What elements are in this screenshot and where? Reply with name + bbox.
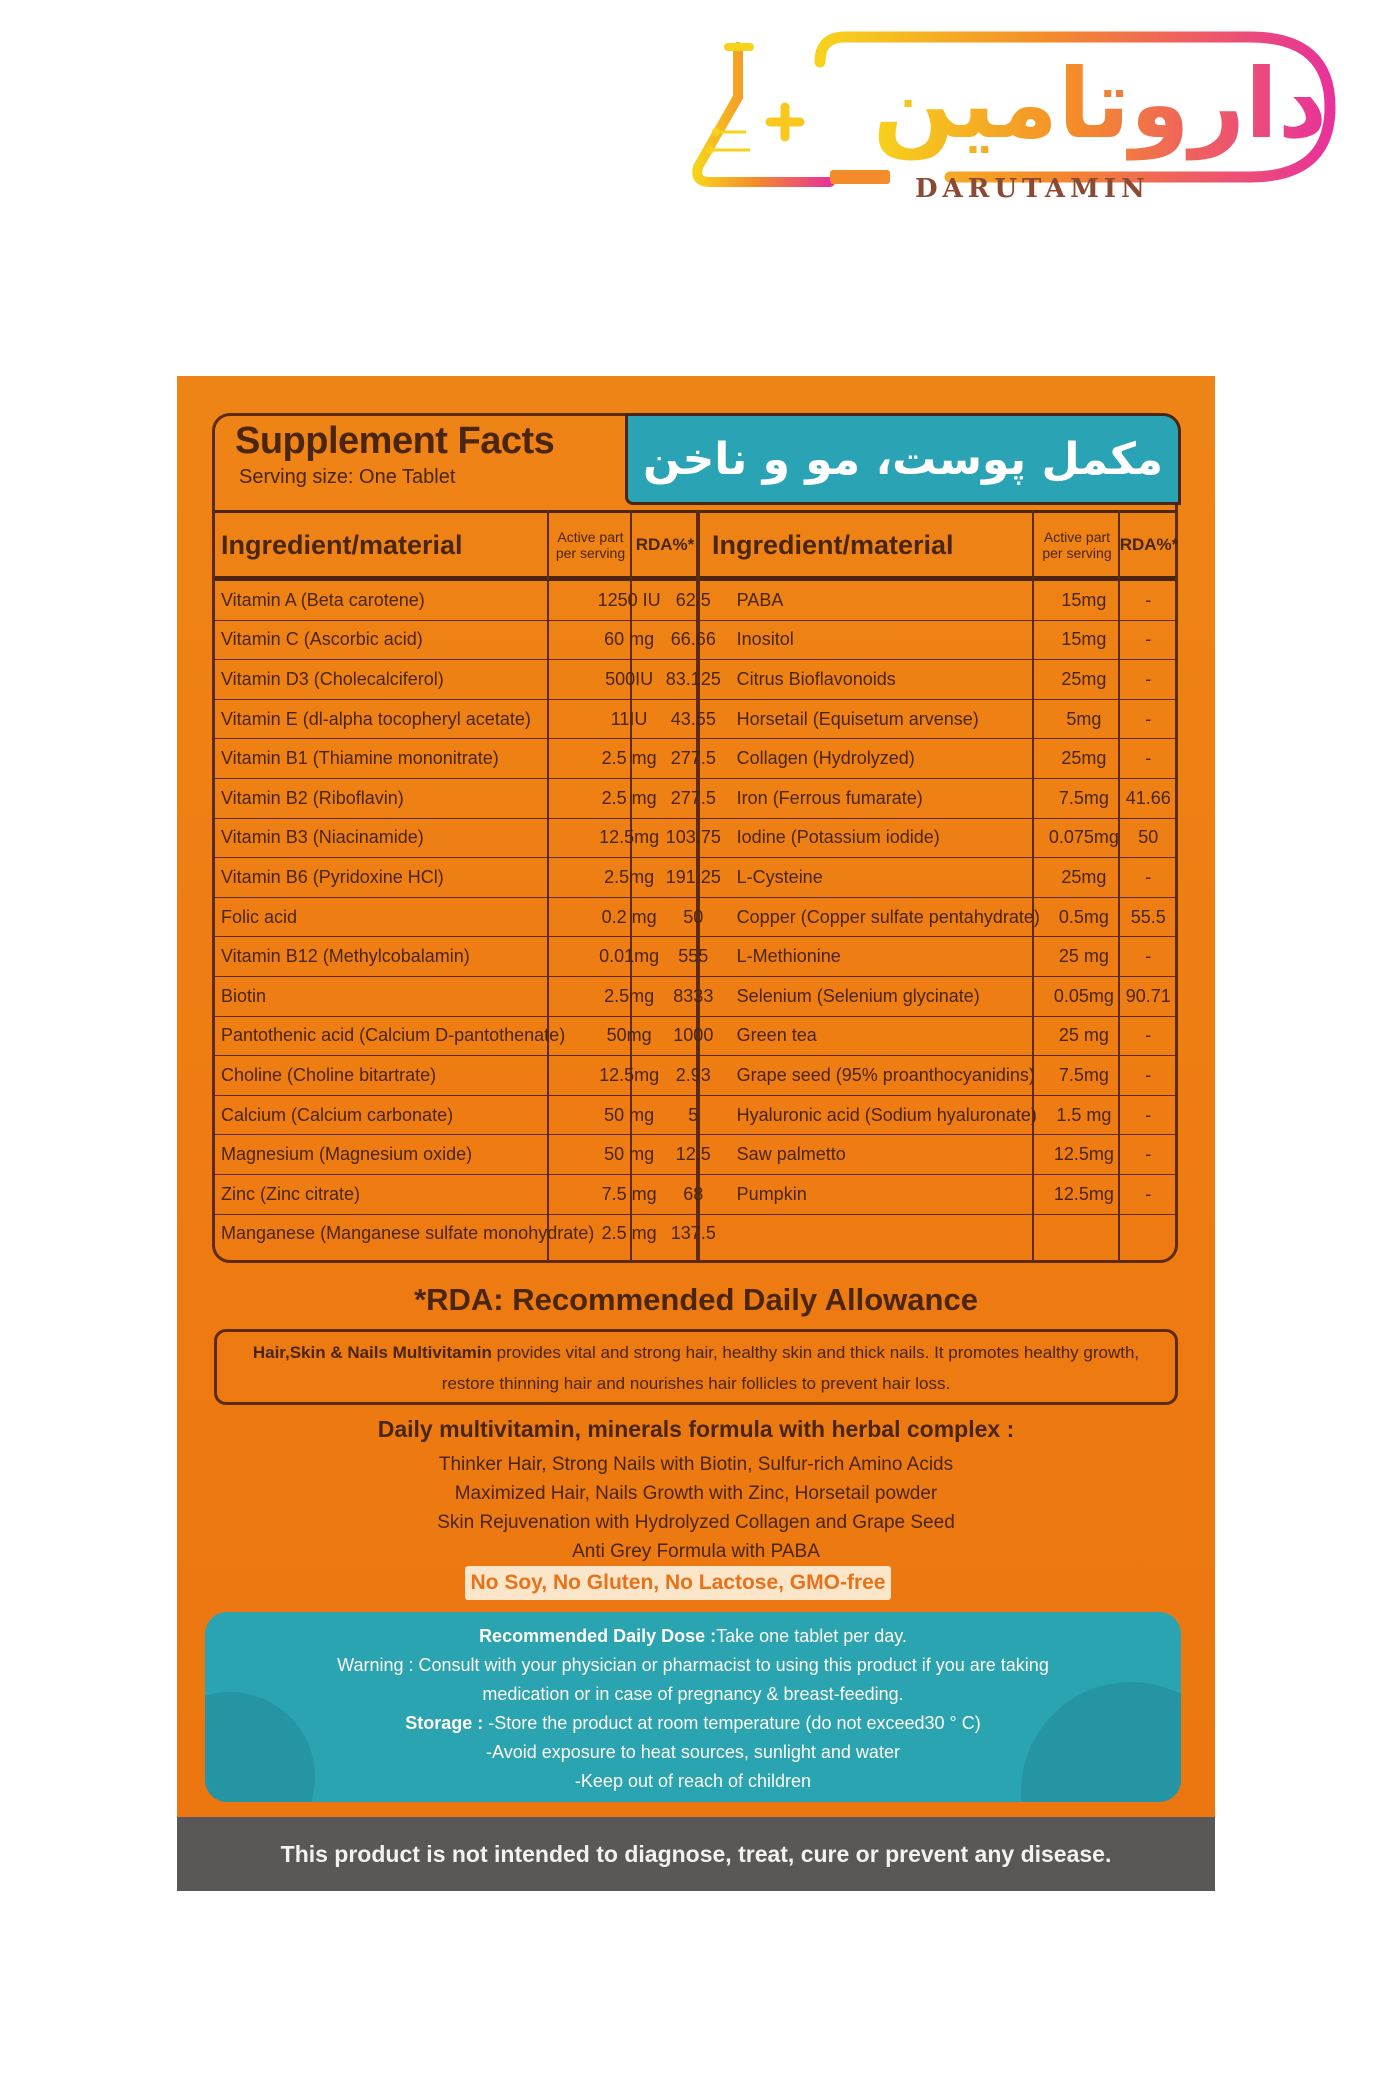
cell-ingredient: Horsetail (Equisetum arvense) bbox=[723, 699, 1046, 739]
table-row bbox=[215, 739, 1175, 779]
warning-line2: medication or in case of pregnancy & breast-feeding. bbox=[482, 1684, 904, 1704]
cell-ingredient: Vitamin B1 (Thiamine mononitrate) bbox=[215, 739, 594, 779]
cell-ingredient: Vitamin C (Ascorbic acid) bbox=[215, 620, 594, 660]
table-row bbox=[215, 1016, 1175, 1056]
cell-ingredient: Selenium (Selenium glycinate) bbox=[723, 976, 1046, 1016]
cell-amount: 2.5mg bbox=[594, 858, 664, 898]
cell-rda: 41.66 bbox=[1122, 778, 1175, 818]
cell-ingredient: Inositol bbox=[723, 620, 1046, 660]
cell-rda: - bbox=[1122, 1056, 1175, 1096]
formula-heading: Daily multivitamin, minerals formula with herbal complex : bbox=[377, 1416, 1015, 1442]
cell-ingredient: Collagen (Hydrolyzed) bbox=[723, 739, 1046, 779]
cell-ingredient: Vitamin B2 (Riboflavin) bbox=[215, 778, 594, 818]
table-row bbox=[215, 581, 1175, 620]
cell-amount: 12.5mg bbox=[1046, 1135, 1121, 1175]
cell-rda: 555 bbox=[664, 937, 723, 977]
cell-rda: - bbox=[1122, 620, 1175, 660]
description-line1: provides vital and strong hair, healthy skin and thick nails. It promotes healthy growth, bbox=[491, 1343, 1140, 1362]
cell-amount: 1.5 mg bbox=[1046, 1095, 1121, 1135]
table-row bbox=[215, 976, 1175, 1016]
product-description bbox=[214, 1329, 1178, 1405]
cell-ingredient: Copper (Copper sulfate pentahydrate) bbox=[723, 897, 1046, 937]
cell-amount: 2.5 mg bbox=[601, 1223, 657, 1244]
benefit-item: Anti Grey Formula with PABA bbox=[572, 1541, 820, 1562]
cell-amount: 7.5mg bbox=[1046, 1056, 1121, 1096]
rda-header-right: RDA%* bbox=[1119, 535, 1179, 554]
cell-ingredient: L-Cysteine bbox=[723, 858, 1046, 898]
table-row bbox=[215, 778, 1175, 818]
cell-ingredient: Pantothenic acid (Calcium D-pantothenate) bbox=[215, 1016, 594, 1056]
cell-rda: - bbox=[1122, 858, 1175, 898]
cell-ingredient bbox=[723, 1214, 1046, 1253]
table-row bbox=[215, 620, 1175, 660]
cell-amount: 15mg bbox=[1046, 581, 1121, 620]
cell-amount: 500IU bbox=[594, 660, 664, 700]
storage-line3: -Keep out of reach of children bbox=[574, 1771, 812, 1791]
cell-rda: 2.93 bbox=[664, 1056, 723, 1096]
cell-rda: - bbox=[1122, 1095, 1175, 1135]
table-row bbox=[215, 1214, 1175, 1253]
cell-rda: 12.5 bbox=[664, 1135, 723, 1175]
cell-ingredient: Magnesium (Magnesium oxide) bbox=[215, 1135, 594, 1175]
cell-ingredient: Calcium (Calcium carbonate) bbox=[215, 1095, 594, 1135]
cell-ingredient: L-Methionine bbox=[723, 937, 1046, 977]
storage-label: Storage : bbox=[405, 1713, 484, 1733]
cell-ingredient: Zinc (Zinc citrate) bbox=[215, 1174, 594, 1214]
cell-amount: 15mg bbox=[1046, 620, 1121, 660]
disclaimer-bar: This product is not intended to diagnose, treat, cure or prevent any disease. bbox=[177, 1817, 1215, 1891]
cell-ingredient: Folic acid bbox=[215, 897, 594, 937]
cell-rda: - bbox=[1122, 1016, 1175, 1056]
cell-amount: 7.5mg bbox=[1046, 778, 1121, 818]
cell-rda: - bbox=[1122, 699, 1175, 739]
cell-rda: - bbox=[1122, 739, 1175, 779]
dose-text: Take one tablet per day. bbox=[716, 1626, 907, 1646]
cell-amount: 25mg bbox=[1046, 660, 1121, 700]
cell-amount: 60 mg bbox=[594, 620, 664, 660]
cell-ingredient: Choline (Choline bitartrate) bbox=[215, 1056, 594, 1096]
cell-rda: 5 bbox=[664, 1095, 723, 1135]
cell-rda: - bbox=[1122, 660, 1175, 700]
cell-ingredient: Vitamin E (dl-alpha tocopheryl acetate) bbox=[215, 699, 594, 739]
cell-amount: 25 mg bbox=[1046, 1016, 1121, 1056]
dose-label: Recommended Daily Dose : bbox=[479, 1626, 717, 1646]
benefit-item: Thinker Hair, Strong Nails with Biotin, Sulfur-rich Amino Acids bbox=[438, 1454, 954, 1475]
table-row bbox=[215, 1174, 1175, 1214]
description-line2: restore thinning hair and nourishes hair follicles to prevent hair loss. bbox=[441, 1374, 951, 1393]
cell-amount: 25mg bbox=[1046, 739, 1121, 779]
cell-rda: 191.25 bbox=[664, 858, 723, 898]
cell-rda: - bbox=[1122, 581, 1175, 620]
dosage-panel bbox=[205, 1612, 1181, 1802]
table-row bbox=[215, 858, 1175, 898]
cell-ingredient: Hyaluronic acid (Sodium hyaluronate) bbox=[723, 1095, 1046, 1135]
cell-ingredient: Iron (Ferrous fumarate) bbox=[723, 778, 1046, 818]
serving-size: Serving size: One Tablet bbox=[239, 466, 456, 488]
cell-rda: 83.125 bbox=[664, 660, 723, 700]
cell-amount: 50 mg bbox=[594, 1135, 664, 1175]
table-row bbox=[215, 1056, 1175, 1096]
cell-ingredient: Biotin bbox=[215, 976, 594, 1016]
cell-rda: 1000 bbox=[664, 1016, 723, 1056]
darutamin-logo bbox=[690, 22, 1350, 207]
cell-amount: 50mg bbox=[594, 1016, 664, 1056]
cell-rda: 8333 bbox=[664, 976, 723, 1016]
cell-rda: 68 bbox=[664, 1174, 723, 1214]
cell-rda: 90.71 bbox=[1122, 976, 1175, 1016]
cell-rda: - bbox=[1122, 937, 1175, 977]
description-bold: Hair,Skin & Nails Multivitamin bbox=[252, 1343, 492, 1362]
cell-rda: - bbox=[1122, 1174, 1175, 1214]
cell-amount: 0.01mg bbox=[594, 937, 664, 977]
cell-rda: 55.5 bbox=[1122, 897, 1175, 937]
cell-ingredient: Vitamin B6 (Pyridoxine HCl) bbox=[215, 858, 594, 898]
warning-line1: Warning : Consult with your physician or pharmacist to using this product if you are taking bbox=[337, 1655, 1049, 1675]
cell-rda: 277.5 bbox=[664, 739, 723, 779]
cell-ingredient: Vitamin B3 (Niacinamide) bbox=[215, 818, 594, 858]
logo-latin-text: DARUTAMIN bbox=[915, 174, 1150, 204]
table-row bbox=[215, 818, 1175, 858]
cell-rda: 277.5 bbox=[664, 778, 723, 818]
product-box-panel bbox=[177, 376, 1215, 1891]
cell-ingredient: Vitamin B12 (Methylcobalamin) bbox=[215, 937, 594, 977]
table-row bbox=[215, 1135, 1175, 1175]
cell-rda: 66.66 bbox=[664, 620, 723, 660]
cell-ingredient: Iodine (Potassium iodide) bbox=[723, 818, 1046, 858]
rda-header-left: RDA%* bbox=[635, 535, 695, 554]
cell-rda: 50 bbox=[664, 897, 723, 937]
facts-title: Supplement Facts bbox=[235, 420, 555, 462]
cell-rda: 43.55 bbox=[664, 699, 723, 739]
cell-amount: 2.5 mg bbox=[594, 739, 664, 779]
cell-rda: - bbox=[1122, 1135, 1175, 1175]
cell-amount: 12.5mg bbox=[1046, 1174, 1121, 1214]
cell-amount: 0.075mg bbox=[1046, 818, 1121, 858]
cell-ingredient: Pumpkin bbox=[723, 1174, 1046, 1214]
dose-line bbox=[205, 1622, 1181, 1651]
cell-amount: 0.2 mg bbox=[594, 897, 664, 937]
cell-ingredient: Vitamin D3 (Cholecalciferol) bbox=[215, 660, 594, 700]
benefit-item: Skin Rejuvenation with Hydrolyzed Collagen and Grape Seed bbox=[437, 1512, 955, 1533]
benefit-item: Maximized Hair, Nails Growth with Zinc, Horsetail powder bbox=[454, 1483, 938, 1504]
active-header-right: Active part per serving bbox=[1042, 529, 1112, 561]
allergen-free-badge: No Soy, No Gluten, No Lactose, GMO-free bbox=[465, 1566, 891, 1600]
cell-rda: 50 bbox=[1122, 818, 1175, 858]
table-row bbox=[215, 1095, 1175, 1135]
cell-amount: 11IU bbox=[594, 699, 664, 739]
cell-ingredient: PABA bbox=[723, 581, 1046, 620]
storage-line1: Storage : -Store the product at room temperature (do not exceed30 ° C) bbox=[405, 1713, 981, 1733]
cell-amount: 50 mg bbox=[594, 1095, 664, 1135]
ingredient-header-left: Ingredient/material bbox=[221, 529, 463, 560]
svg-text:داروتامین: داروتامین bbox=[872, 48, 1328, 160]
storage-line2: -Avoid exposure to heat sources, sunlight and water bbox=[486, 1742, 900, 1762]
warning-label: Warning : bbox=[337, 1655, 414, 1675]
cell-ingredient: Grape seed (95% proanthocyanidins) bbox=[723, 1056, 1046, 1096]
cell-ingredient: Saw palmetto bbox=[723, 1135, 1046, 1175]
cell-amount: 25 mg bbox=[1046, 937, 1121, 977]
cell-rda: 62.5 bbox=[664, 581, 723, 620]
benefits-list bbox=[177, 1450, 1215, 1566]
cell-amount: 2.5mg bbox=[594, 976, 664, 1016]
supplement-facts-table bbox=[212, 413, 1178, 1263]
cell-amount: 2.5 mg bbox=[594, 778, 664, 818]
cell-ingredient: Vitamin A (Beta carotene) bbox=[215, 581, 594, 620]
cell-rda: 137.5 bbox=[670, 1223, 716, 1244]
table-row bbox=[215, 660, 1175, 700]
table-row bbox=[215, 897, 1175, 937]
cell-rda bbox=[1122, 1214, 1175, 1253]
cell-ingredient: Green tea bbox=[723, 1016, 1046, 1056]
cell-amount: 12.5mg bbox=[594, 818, 664, 858]
cell-amount: 5mg bbox=[1046, 699, 1121, 739]
cell-amount: 0.05mg bbox=[1046, 976, 1121, 1016]
cell-amount bbox=[1046, 1214, 1121, 1253]
ingredient-header-right: Ingredient/material bbox=[712, 529, 954, 560]
header-divider bbox=[215, 510, 1175, 513]
cell-ingredient: Manganese (Manganese sulfate monohydrate) bbox=[221, 1223, 595, 1244]
cell-rda: 103.75 bbox=[664, 818, 723, 858]
cell-amount: 1250 IU bbox=[594, 581, 664, 620]
cell-amount: 25mg bbox=[1046, 858, 1121, 898]
cell-ingredient: Citrus Bioflavonoids bbox=[723, 660, 1046, 700]
persian-product-title: مکمل پوست، مو و ناخن bbox=[625, 413, 1181, 505]
rda-note: *RDA: Recommended Daily Allowance bbox=[414, 1282, 978, 1317]
table-row bbox=[215, 699, 1175, 739]
table-row bbox=[215, 937, 1175, 977]
cell-amount: 0.5mg bbox=[1046, 897, 1121, 937]
active-header-left: Active part per serving bbox=[555, 529, 626, 561]
cell-amount: 12.5mg bbox=[594, 1056, 664, 1096]
cell-amount: 7.5 mg bbox=[594, 1174, 664, 1214]
ingredient-rows bbox=[215, 581, 1175, 1253]
